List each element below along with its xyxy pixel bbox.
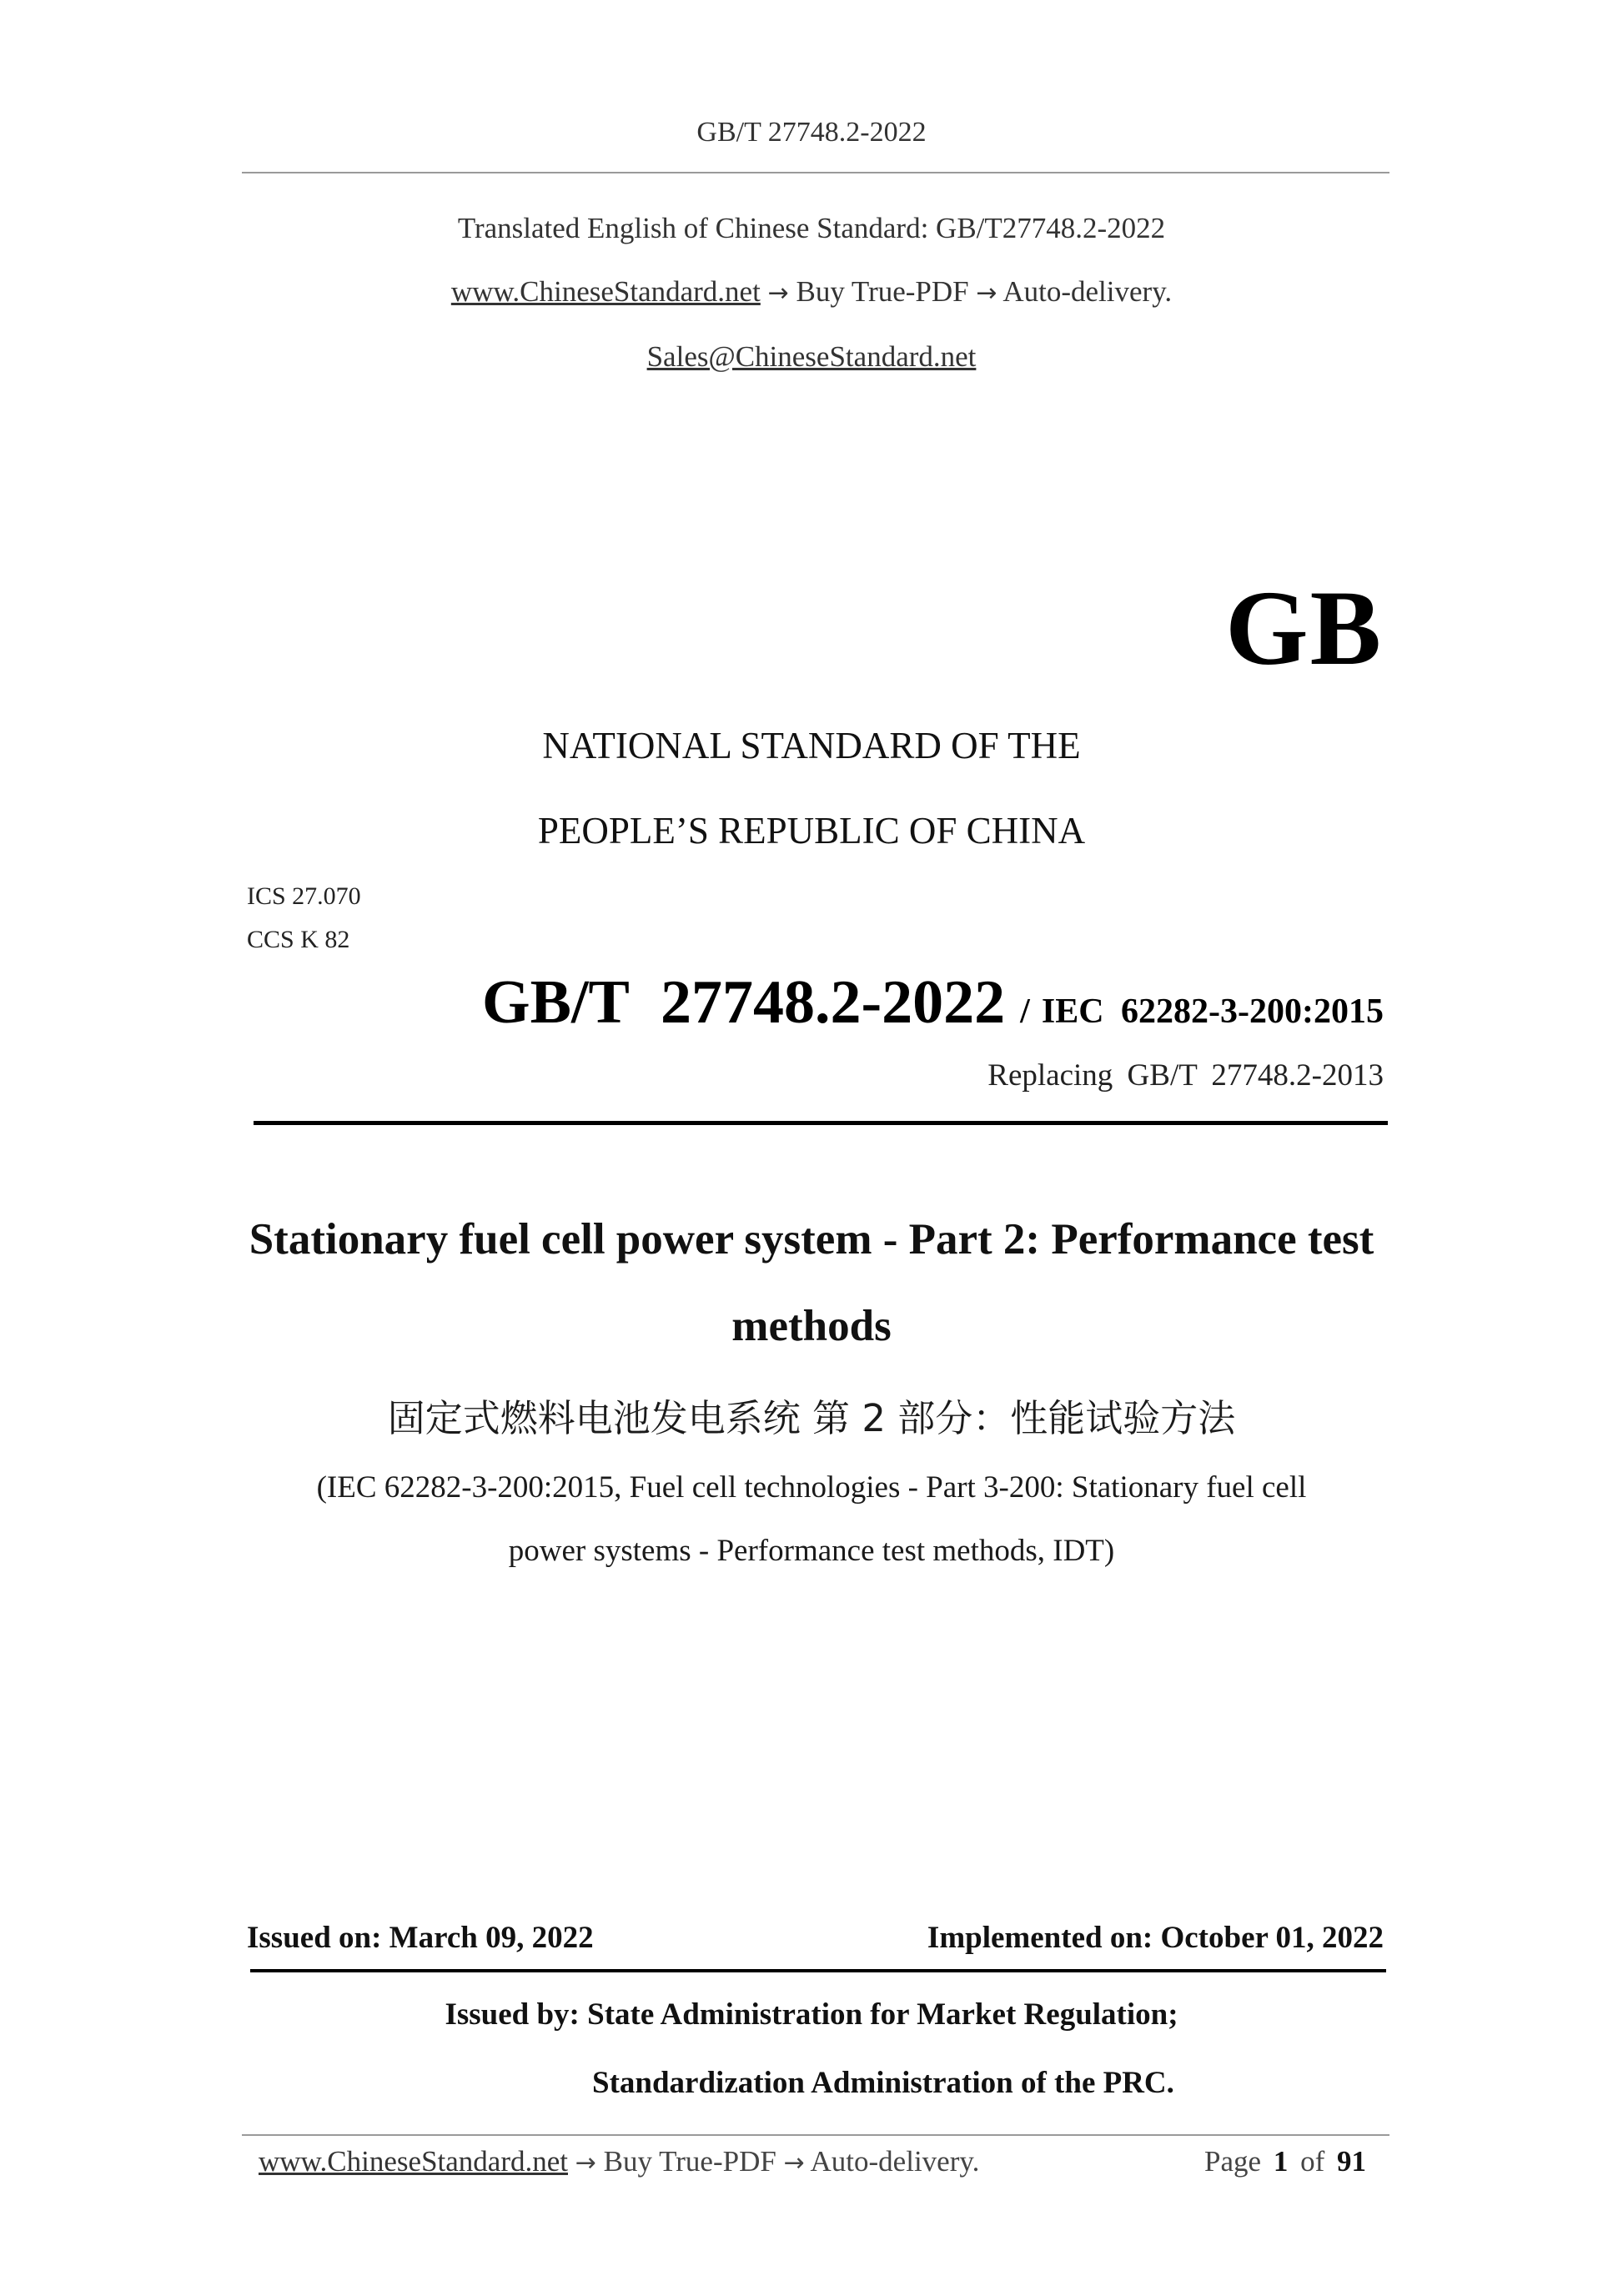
total-pages: 91 bbox=[1337, 2145, 1366, 2178]
issued-by-line-1: Issued by: State Administration for Market Regulation; bbox=[445, 1997, 1178, 2032]
iec-note-line-2: power systems - Performance test methods, IDT) bbox=[508, 1534, 1115, 1568]
english-title-line-2: methods bbox=[731, 1302, 892, 1350]
national-standard-line-2: PEOPLE’S REPUBLIC OF CHINA bbox=[537, 810, 1086, 852]
purchase-line bbox=[0, 275, 1623, 309]
gb-mark: GB bbox=[1225, 569, 1383, 687]
iec-equivalent: IEC 62282-3-200:2015 bbox=[1041, 992, 1384, 1031]
auto-delivery-text: Auto-delivery. bbox=[1002, 275, 1173, 308]
issued-on-date: Issued on: March 09, 2022 bbox=[247, 1921, 594, 1955]
ics-code: ICS 27.070 bbox=[247, 882, 361, 910]
footer-buy-true-pdf-text: Buy True-PDF bbox=[603, 2145, 776, 2178]
page-label: Page bbox=[1204, 2145, 1262, 2178]
replacing-note: Replacing GB/T 27748.2-2013 bbox=[987, 1058, 1384, 1093]
sales-email-link[interactable]: Sales@ChineseStandard.net bbox=[646, 340, 977, 373]
footer-divider bbox=[242, 2134, 1389, 2136]
standard-slash: / bbox=[1020, 992, 1030, 1031]
page-number: 1 bbox=[1273, 2145, 1289, 2178]
footer-auto-delivery-text: Auto-delivery. bbox=[810, 2145, 980, 2178]
standard-number-row bbox=[482, 967, 1384, 1038]
issued-by-line-2: Standardization Administration of the PRC. bbox=[592, 2066, 1174, 2100]
arrow-right-icon: → bbox=[783, 2148, 805, 2178]
site-link[interactable]: www.ChineseStandard.net bbox=[450, 275, 761, 308]
issue-divider bbox=[250, 1969, 1386, 1972]
buy-true-pdf-text: Buy True-PDF bbox=[796, 275, 969, 308]
implemented-on-date: Implemented on: October 01, 2022 bbox=[927, 1921, 1384, 1955]
footer-purchase-line bbox=[259, 2145, 979, 2178]
header-divider bbox=[242, 172, 1389, 173]
of-label: of bbox=[1300, 2145, 1325, 2178]
ccs-code: CCS K 82 bbox=[247, 926, 350, 953]
standard-number: GB/T 27748.2-2022 bbox=[482, 968, 1006, 1037]
page-indicator bbox=[1204, 2145, 1366, 2178]
footer-site-link[interactable]: www.ChineseStandard.net bbox=[259, 2145, 568, 2178]
english-title-line-1: Stationary fuel cell power system - Part 2: Performance test bbox=[249, 1215, 1374, 1264]
sales-line bbox=[0, 340, 1623, 374]
translated-standard-note: Translated English of Chinese Standard: GB/T27748.2-2022 bbox=[457, 212, 1166, 244]
chinese-title: 固定式燃料电池发电系统 第 2 部分：性能试验方法 bbox=[387, 1396, 1236, 1440]
national-standard-line-1: NATIONAL STANDARD OF THE bbox=[542, 725, 1081, 766]
arrow-right-icon: → bbox=[976, 279, 997, 308]
running-header: GB/T 27748.2-2022 bbox=[696, 117, 927, 148]
arrow-right-icon: → bbox=[767, 279, 789, 308]
iec-note-line-1: (IEC 62282-3-200:2015, Fuel cell technologies - Part 3-200: Stationary fuel cell bbox=[316, 1470, 1307, 1505]
arrow-right-icon: → bbox=[575, 2148, 596, 2178]
cover-divider bbox=[254, 1121, 1388, 1125]
